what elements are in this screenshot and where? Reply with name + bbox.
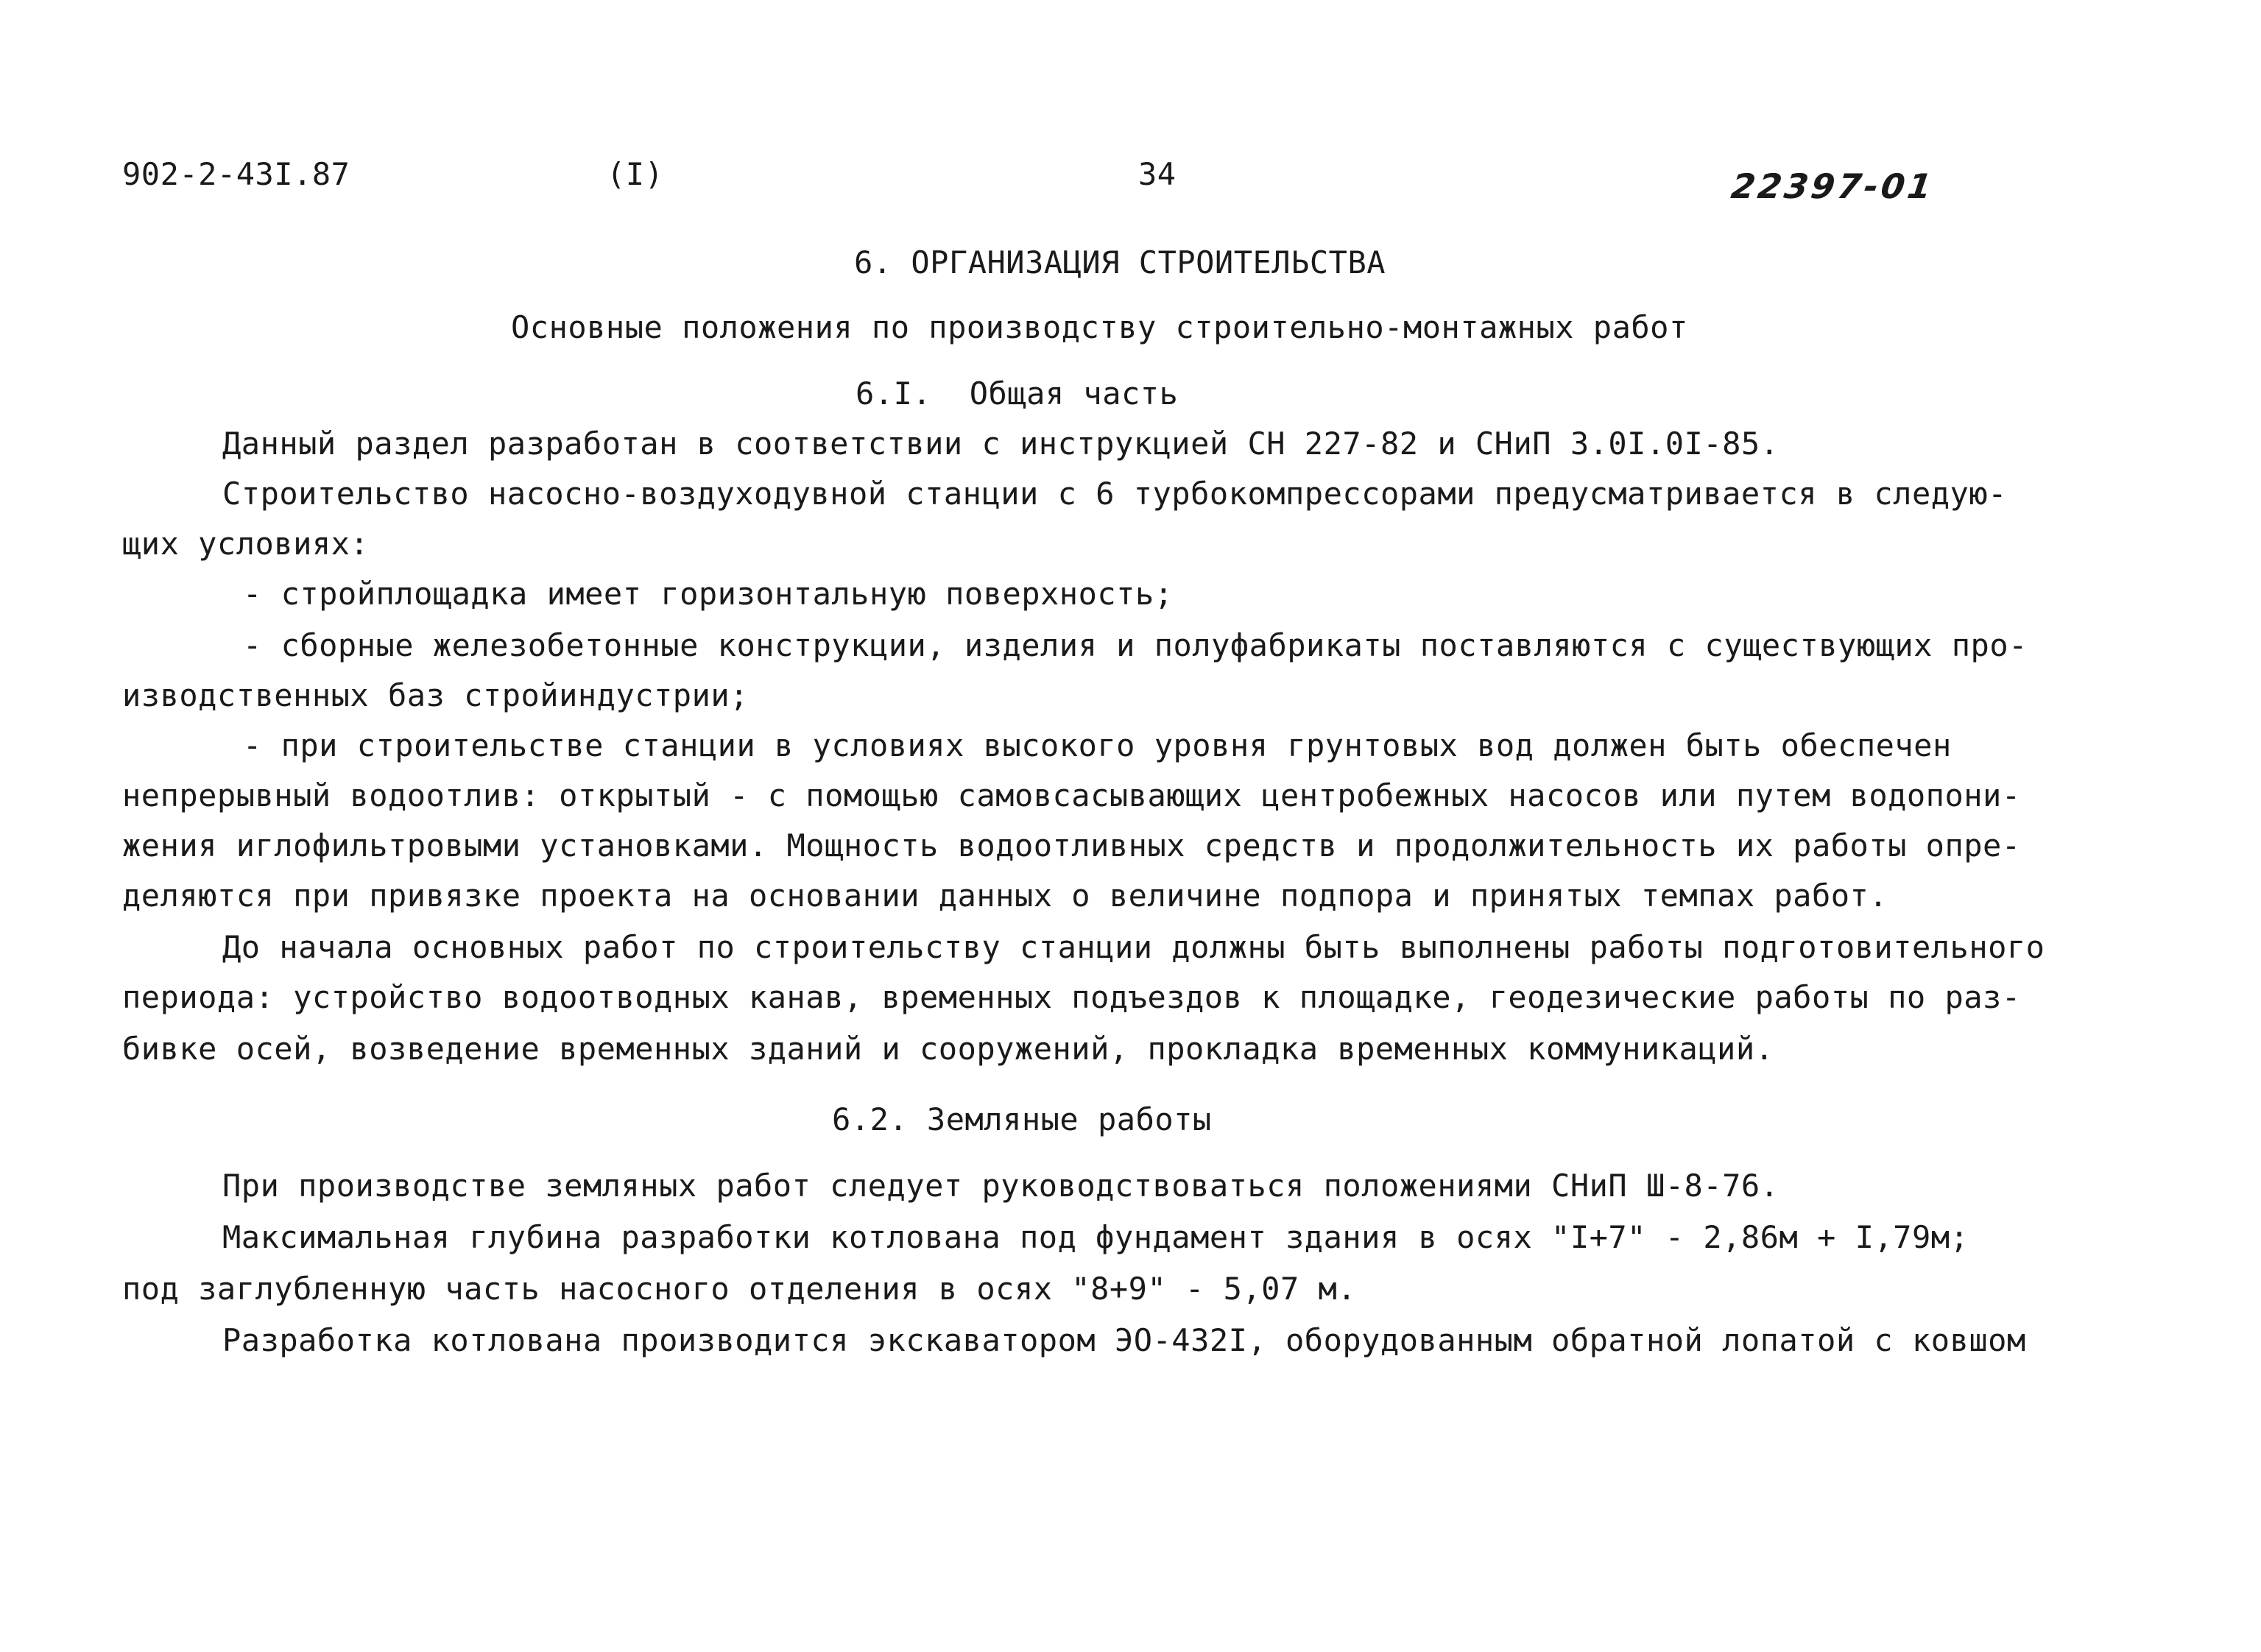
paragraph-line: непрерывный водоотлив: открытый - с помощью самовсасывающих центробежных насосов или путем водопони- [122, 777, 2021, 813]
paragraph-line: При производстве земляных работ следует руководствоваться положениями СНиП Ш-8-76. [222, 1168, 1779, 1204]
paragraph-line: Максимальная глубина разработки котлована под фундамент здания в осях "I+7" - 2,86м + I,79м; [222, 1219, 1969, 1255]
paragraph-line: щих условиях: [122, 526, 370, 562]
paragraph-line: деляются при привязке проекта на основании данных о величине подпора и принятых темпах работ. [122, 878, 1888, 914]
section-subtitle: Основные положения по производству строительно-монтажных работ [511, 309, 1688, 345]
document-code: 902-2-43I.87 [122, 156, 350, 192]
page-number: 34 [1138, 156, 1177, 192]
paragraph-line: под заглубленную часть насосного отделения в осях "8+9" - 5,07 м. [122, 1271, 1357, 1307]
section-title: 6. ОРГАНИЗАЦИЯ СТРОИТЕЛЬСТВА [854, 244, 1386, 280]
paragraph-line: Строительство насосно-воздуходувной станции с 6 турбокомпрессорами предусматривается в следую- [222, 476, 2007, 512]
subsection-title-earthworks: 6.2. Земляные работы [832, 1101, 1212, 1137]
paragraph-line: До начала основных работ по строительству станции должны быть выполнены работы подготовительного [222, 929, 2045, 965]
handwritten-stamp: 22397-01 [1729, 166, 1937, 206]
paragraph-line: периода: устройство водоотводных канав, временных подъездов к площадке, геодезические работы по раз- [122, 979, 2021, 1015]
paragraph-line: Разработка котлована производится экскаватором ЭО-432I, оборудованным обратной лопатой с ковшом [222, 1322, 2026, 1358]
subsection-title-general: 6.I. Общая часть [856, 375, 1179, 412]
list-item: - стройплощадка имеет горизонтальную поверхность; [243, 576, 1174, 612]
part-number: (I) [607, 156, 664, 192]
list-item: - сборные железобетонные конструкции, изделия и полуфабрикаты поставляются с существующих про- [243, 627, 2028, 663]
paragraph-line: Данный раздел разработан в соответствии с инструкцией СН 227-82 и СНиП 3.0I.0I-85. [222, 426, 1779, 462]
list-item: - при строительстве станции в условиях высокого уровня грунтовых вод должен быть обеспечен [243, 727, 1952, 763]
paragraph-line: изводственных баз стройиндустрии; [122, 677, 749, 713]
paragraph-line: жения иглофильтровыми установками. Мощность водоотливных средств и продолжительность их работы опре- [122, 827, 2021, 864]
paragraph-line: бивке осей, возведение временных зданий и сооружений, прокладка временных коммуникаций. [122, 1031, 1774, 1067]
